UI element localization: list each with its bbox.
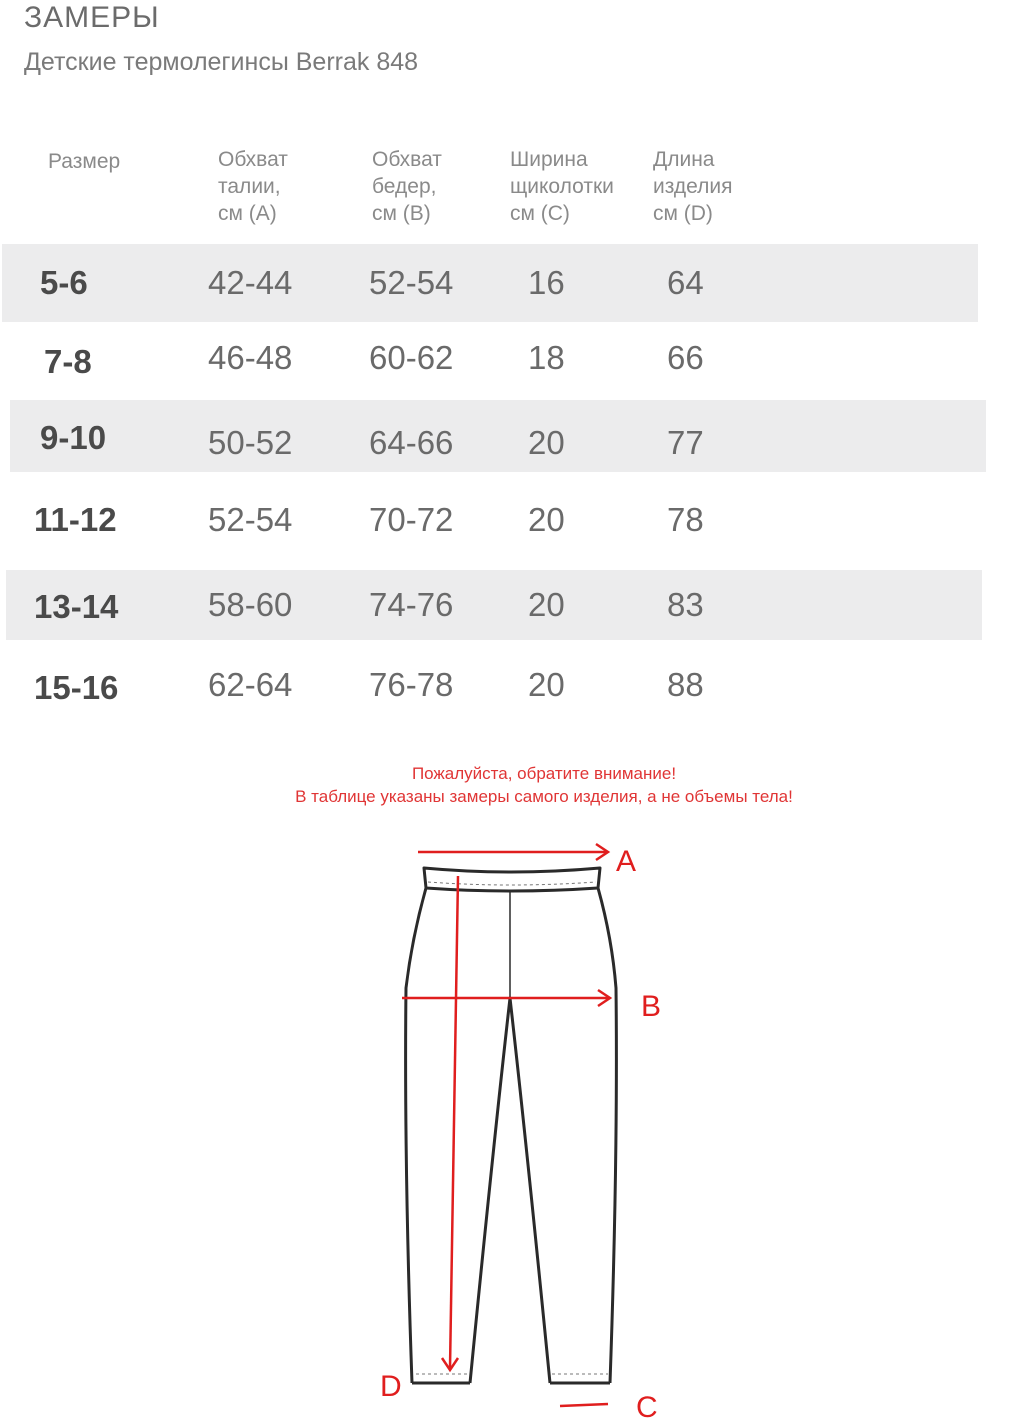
waist-cell: 46-48 xyxy=(208,339,293,376)
waist-cell: 50-52 xyxy=(208,424,293,461)
row-band xyxy=(2,244,978,322)
page-subtitle: Детские термолегинсы Berrak 848 xyxy=(24,48,419,76)
leggings-outline xyxy=(406,868,617,1383)
page-title: ЗАМЕРЫ xyxy=(24,1,160,34)
hips-cell: 52-54 xyxy=(369,264,454,301)
ankle-cell: 20 xyxy=(528,586,565,623)
col-header-length: Длина изделия см (D) xyxy=(653,148,733,225)
hips-cell: 60-62 xyxy=(369,339,454,376)
ankle-cell: 20 xyxy=(528,424,565,461)
length-cell: 77 xyxy=(667,424,704,461)
col-header-hips: Обхват бедер, см (В) xyxy=(372,148,442,225)
hips-cell: 74-76 xyxy=(369,586,454,623)
label-a: A xyxy=(616,845,637,878)
row-band xyxy=(10,400,986,472)
arrow-c xyxy=(560,1404,608,1406)
size-cell: 7-8 xyxy=(44,343,92,380)
measurement-notice xyxy=(240,762,848,808)
size-cell: 15-16 xyxy=(34,669,119,706)
leggings-diagram xyxy=(360,838,680,1408)
ankle-cell: 16 xyxy=(528,264,565,301)
label-d: D xyxy=(380,1370,402,1403)
waistband-stitching xyxy=(416,882,608,1374)
size-cell: 11-12 xyxy=(34,501,117,538)
waist-cell: 52-54 xyxy=(208,501,293,538)
measurement-arrows xyxy=(402,844,610,1406)
arrow-d xyxy=(450,876,458,1368)
length-cell: 64 xyxy=(667,264,704,301)
label-c: C xyxy=(636,1391,658,1424)
length-cell: 88 xyxy=(667,666,704,703)
length-cell: 78 xyxy=(667,501,704,538)
hips-cell: 70-72 xyxy=(369,501,454,538)
label-b: B xyxy=(641,990,662,1023)
col-header-size: Размер xyxy=(48,150,121,173)
waist-cell: 58-60 xyxy=(208,586,293,623)
size-cell: 5-6 xyxy=(40,264,88,301)
col-header-ankle: Ширина щиколотки см (С) xyxy=(510,148,614,225)
length-cell: 83 xyxy=(667,586,704,623)
hips-cell: 76-78 xyxy=(369,666,454,703)
notice-text: В таблице указаны замеры самого изделия, а не объемы тела! xyxy=(295,787,793,806)
size-cell: 9-10 xyxy=(40,419,107,456)
length-cell: 66 xyxy=(667,339,704,376)
ankle-cell: 20 xyxy=(528,666,565,703)
hips-cell: 64-66 xyxy=(369,424,454,461)
col-header-waist: Обхват талии, см (А) xyxy=(218,148,288,225)
row-band xyxy=(6,570,982,640)
waist-cell: 42-44 xyxy=(208,264,293,301)
ankle-cell: 20 xyxy=(528,501,565,538)
waist-cell: 62-64 xyxy=(208,666,293,703)
ankle-cell: 18 xyxy=(528,339,565,376)
notice-heading: Пожалуйста, обратите внимание! xyxy=(411,764,677,783)
size-cell: 13-14 xyxy=(34,588,119,625)
